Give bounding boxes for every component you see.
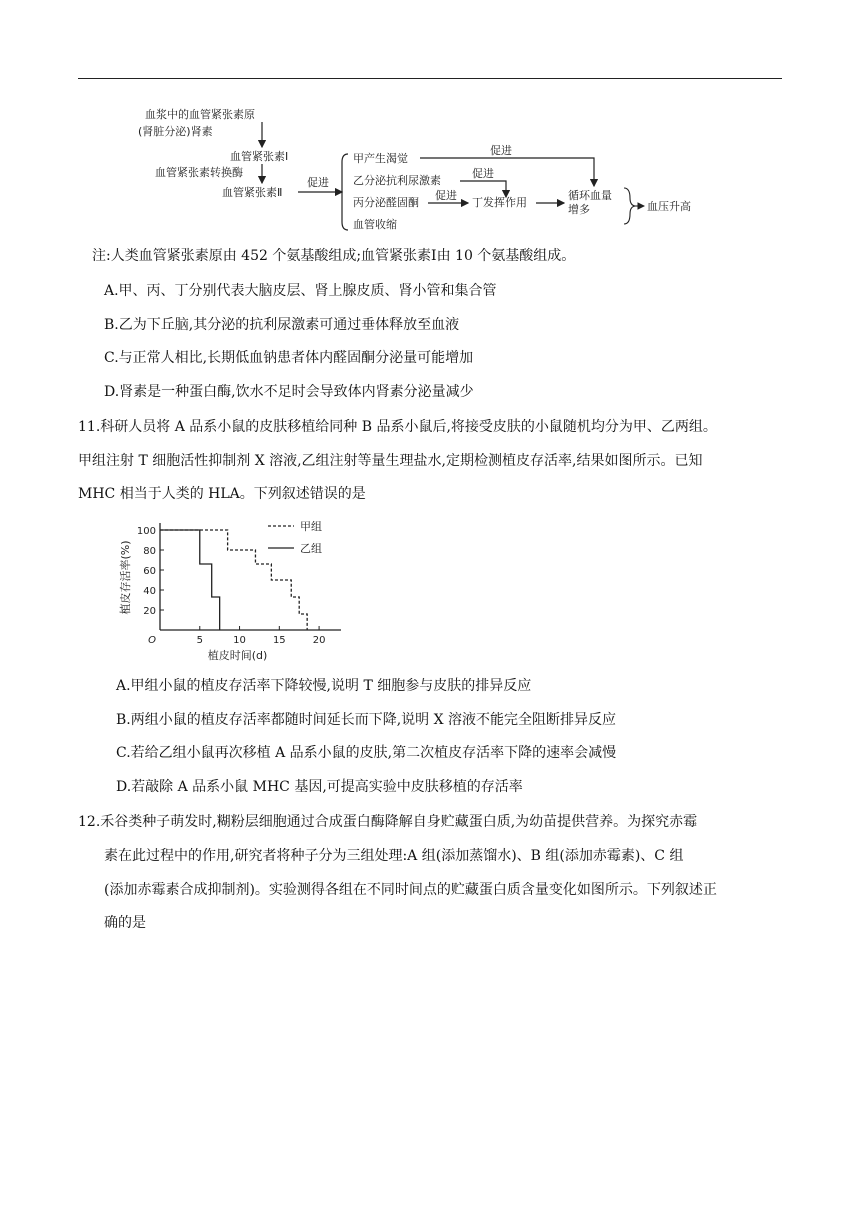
node-vasoconstriction: 血管收缩 <box>353 218 397 231</box>
x-tick-label: 15 <box>272 635 286 646</box>
diagram-note: 注:人类血管紧张素原由 452 个氨基酸组成;血管紧张素Ⅰ由 10 个氨基酸组成。 <box>92 248 576 264</box>
skin-graft-survival-chart <box>110 514 350 662</box>
legend-label-1: 甲组 <box>300 520 322 533</box>
x-tick-label: 10 <box>233 635 246 646</box>
q10-option-d: D.肾素是一种蛋白酶,饮水不足时会导致体内肾素分泌量减少 <box>104 384 474 400</box>
y-tick-label: 40 <box>143 586 156 597</box>
y-tick-label: 20 <box>143 606 156 617</box>
label-promote-3: 促进 <box>472 167 494 180</box>
q12-stem-line-3: (添加赤霉素合成抑制剂)。实验测得各组在不同时间点的贮藏蛋白质含量变化如图所示。下列叙述正 <box>104 882 717 898</box>
node-blood-volume-2: 增多 <box>568 203 590 216</box>
q12-stem-line-4: 确的是 <box>104 915 146 931</box>
series-line-2 <box>160 530 220 630</box>
q11-stem-line-1: 11.科研人员将 A 品系小鼠的皮肤移植给同种 B 品系小鼠后,将接受皮肤的小鼠随机均分为甲、乙两组。 <box>78 419 717 435</box>
node-thirst: 甲产生渴觉 <box>353 152 408 165</box>
label-promote-4: 促进 <box>435 189 457 202</box>
q11-option-b: B.两组小鼠的植皮存活率都随时间延长而下降,说明 X 溶液不能完全阻断排异反应 <box>116 712 617 728</box>
node-angiotensin-1: 血管紧张素Ⅰ <box>230 150 289 163</box>
chart-axes <box>160 523 341 630</box>
chart-series <box>160 530 307 630</box>
x-tick-label: 20 <box>312 635 326 646</box>
node-aldosterone: 丙分泌醛固酮 <box>353 196 419 209</box>
renin-angiotensin-diagram <box>138 100 710 240</box>
q11-option-c: C.若给乙组小鼠再次移植 A 品系小鼠的皮肤,第二次植皮存活率下降的速率会减慢 <box>116 745 617 761</box>
node-blood-volume-1: 循环血量 <box>568 189 612 202</box>
x-tick-label: 5 <box>196 635 203 646</box>
q11-option-d: D.若敲除 A 品系小鼠 MHC 基因,可提高实验中皮肤移植的存活率 <box>116 779 523 795</box>
node-collecting-duct: 丁发挥作用 <box>472 196 527 209</box>
legend-label-2: 乙组 <box>300 542 322 555</box>
y-tick-label: 60 <box>143 566 156 577</box>
y-tick-label: 80 <box>143 546 156 557</box>
node-bp-rise: 血压升高 <box>647 200 691 213</box>
node-angiotensinogen: 血浆中的血管紧张素原 <box>145 108 255 121</box>
node-ace: 血管紧张素转换酶 <box>155 166 243 179</box>
chart-labels <box>118 520 325 662</box>
q11-option-a: A.甲组小鼠的植皮存活率下降较慢,说明 T 细胞参与皮肤的排异反应 <box>116 678 532 694</box>
node-adh: 乙分泌抗利尿激素 <box>353 174 441 187</box>
node-renin: (肾脏分泌)肾素 <box>138 125 213 138</box>
series-line-1 <box>160 530 307 630</box>
label-promote-2: 促进 <box>490 144 512 157</box>
header-rule <box>78 78 782 79</box>
q12-stem-line-1: 12.禾谷类种子萌发时,糊粉层细胞通过合成蛋白酶降解自身贮藏蛋白质,为幼苗提供营养。为探究赤霉 <box>78 814 698 830</box>
q11-stem-line-3: MHC 相当于人类的 HLA。下列叙述错误的是 <box>78 486 366 502</box>
q10-option-c: C.与正常人相比,长期低血钠患者体内醛固酮分泌量可能增加 <box>104 350 474 366</box>
y-tick-label: 100 <box>136 526 156 537</box>
q11-stem-line-2: 甲组注射 T 细胞活性抑制剂 X 溶液,乙组注射等量生理盐水,定期检测植皮存活率,结果如图所示。已知 <box>78 453 703 469</box>
node-angiotensin-2: 血管紧张素Ⅱ <box>222 186 283 199</box>
y-axis-label: 植皮存活率(%) <box>119 540 132 615</box>
origin-label: O <box>148 635 156 646</box>
x-axis-label: 植皮时间(d) <box>207 649 268 662</box>
q12-stem-line-2: 素在此过程中的作用,研究者将种子分为三组处理:A 组(添加蒸馏水)、B 组(添加赤霉素)、C 组 <box>104 848 684 864</box>
q10-option-a: A.甲、丙、丁分别代表大脑皮层、肾上腺皮质、肾小管和集合管 <box>104 283 497 299</box>
q10-option-b: B.乙为下丘脑,其分泌的抗利尿激素可通过垂体释放至血液 <box>104 317 460 333</box>
label-promote-1: 促进 <box>307 176 329 189</box>
